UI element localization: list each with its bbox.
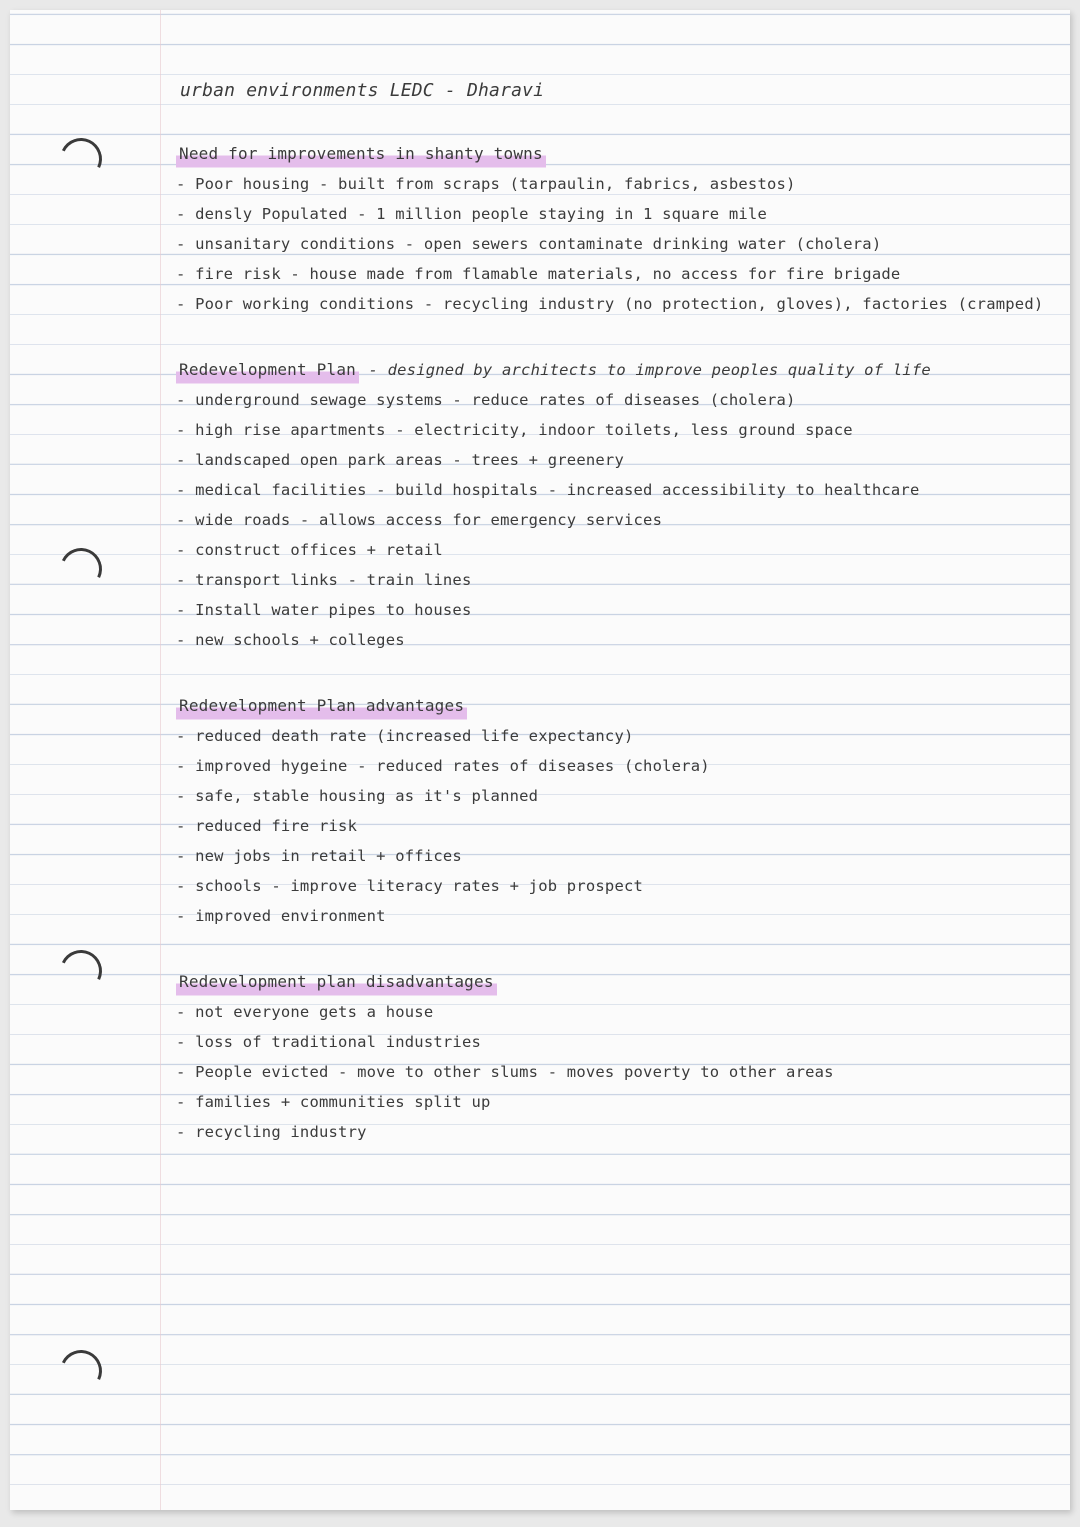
section-heading-line: [172, 967, 1032, 997]
binder-hole-icon: [54, 542, 108, 596]
notes-sections: [172, 139, 1044, 1147]
notes-section: [172, 139, 1044, 319]
list-item: - improved environment: [176, 907, 386, 925]
list-item: - new schools + colleges: [176, 631, 405, 649]
binder-hole-icon: [54, 944, 108, 998]
list-item: - construct offices + retail: [176, 541, 443, 559]
margin-line: [160, 10, 161, 1510]
section-heading-line: [172, 691, 1032, 721]
section-heading-line: [172, 139, 1032, 169]
list-item: - transport links - train lines: [176, 571, 472, 589]
list-item: - high rise apartments - electricity, indoor toilets, less ground space: [176, 421, 853, 439]
notes-content: [172, 80, 1044, 1183]
list-item: - loss of traditional industries: [176, 1033, 482, 1051]
list-item: - safe, stable housing as it's planned: [176, 787, 539, 805]
list-item: - fire risk - house made from flamable materials, no access for fire brigade: [176, 265, 901, 283]
section-heading-line: [172, 355, 1032, 385]
section-heading: Redevelopment plan disadvantages: [176, 967, 497, 997]
list-item: - Poor working conditions - recycling industry (no protection, gloves), factories (cramped): [176, 295, 1044, 313]
section-heading-note: - designed by architects to improve peoples quality of life: [359, 361, 931, 379]
list-item: - unsanitary conditions - open sewers contaminate drinking water (cholera): [176, 235, 882, 253]
notes-section: [172, 691, 1032, 931]
page-title: urban environments LEDC - Dharavi: [180, 80, 545, 101]
list-item: - reduced death rate (increased life expectancy): [176, 727, 634, 745]
list-item: - improved hygeine - reduced rates of diseases (cholera): [176, 757, 710, 775]
list-item: - recycling industry: [176, 1123, 367, 1141]
list-item: - landscaped open park areas - trees + greenery: [176, 451, 624, 469]
list-item: - schools - improve literacy rates + job prospect: [176, 877, 644, 895]
section-heading: Need for improvements in shanty towns: [176, 139, 546, 169]
list-item: - densly Populated - 1 million people staying in 1 square mile: [176, 205, 767, 223]
list-item: - wide roads - allows access for emergency services: [176, 511, 663, 529]
list-item: - new jobs in retail + offices: [176, 847, 462, 865]
list-item: - reduced fire risk: [176, 817, 358, 835]
notes-section: [172, 355, 1032, 655]
list-item: - underground sewage systems - reduce rates of diseases (cholera): [176, 391, 796, 409]
section-heading: Redevelopment Plan advantages: [176, 691, 467, 721]
notes-section: [172, 967, 1032, 1147]
list-item: - Poor housing - built from scraps (tarpaulin, fabrics, asbestos): [176, 175, 796, 193]
list-item: - Install water pipes to houses: [176, 601, 472, 619]
binder-hole-icon: [54, 132, 108, 186]
binder-hole-icon: [54, 1344, 108, 1398]
section-heading: Redevelopment Plan: [176, 355, 359, 385]
list-item: - not everyone gets a house: [176, 1003, 434, 1021]
list-item: - medical facilities - build hospitals - increased accessibility to healthcare: [176, 481, 920, 499]
list-item: - families + communities split up: [176, 1093, 491, 1111]
list-item: - People evicted - move to other slums - moves poverty to other areas: [176, 1063, 834, 1081]
